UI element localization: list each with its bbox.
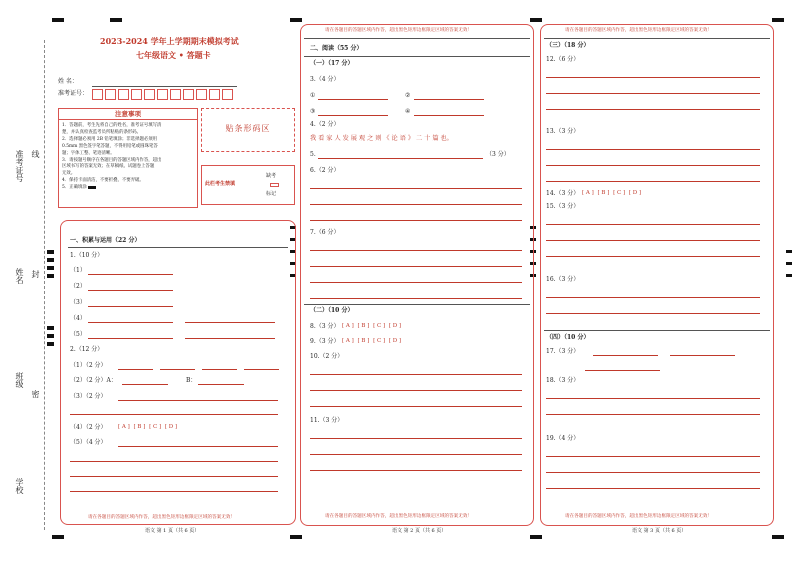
timing-mark bbox=[290, 18, 302, 22]
q4-label: 4.（2 分） bbox=[310, 121, 340, 128]
q8-label: 8.（3 分） bbox=[310, 323, 340, 330]
option-a[interactable]: [ A ] bbox=[342, 338, 354, 344]
notice-line: 题；字体工整、笔迹清晰。 bbox=[62, 150, 115, 156]
q1-item-label: （1） bbox=[70, 267, 86, 274]
q6-answer-line[interactable] bbox=[310, 204, 522, 205]
option-d[interactable]: [ D ] bbox=[164, 424, 178, 430]
q3-label: 3.（4 分） bbox=[310, 76, 340, 83]
q1-item-label: （5） bbox=[70, 331, 86, 338]
page-footer: 语文 第 3 页（共 6 页） bbox=[632, 528, 687, 534]
exam-id-boxes[interactable] bbox=[92, 89, 237, 101]
option-b[interactable]: [ B ] bbox=[357, 338, 370, 344]
timing-mark bbox=[786, 262, 792, 265]
timing-mark bbox=[52, 535, 64, 539]
exam-id-cell[interactable] bbox=[144, 89, 155, 100]
q11-answer-line[interactable] bbox=[310, 454, 522, 455]
q2-1-label: （1）（2 分） bbox=[70, 362, 107, 369]
q2-3-label: （3）（2 分） bbox=[70, 393, 107, 400]
exam-id-cell[interactable] bbox=[118, 89, 129, 100]
warning-text: 请在各题目的答题区域内作答，超出黑色矩形边框限定区域的答案无效！ bbox=[325, 28, 473, 33]
exam-id-cell[interactable] bbox=[157, 89, 168, 100]
option-c[interactable]: [ C ] bbox=[613, 190, 626, 196]
section-1-title: 一、积累与运用（22 分） bbox=[70, 237, 141, 244]
timing-mark bbox=[47, 342, 54, 346]
side-label-name: 姓名 bbox=[15, 268, 24, 284]
q18-label: 18.（3 分） bbox=[546, 377, 580, 384]
q17-answer-line[interactable] bbox=[585, 370, 660, 371]
q2-answer-line[interactable] bbox=[198, 384, 244, 385]
timing-mark bbox=[47, 266, 54, 270]
exam-id-cell[interactable] bbox=[183, 89, 194, 100]
q2-answer-line[interactable] bbox=[70, 461, 278, 462]
divider bbox=[304, 38, 530, 39]
notice-line: 无效。 bbox=[62, 171, 76, 177]
side-label-line: 线 bbox=[31, 150, 40, 158]
notice-lines bbox=[59, 120, 197, 192]
side-label-secret: 密 bbox=[31, 390, 40, 398]
q9-label: 9.（3 分） bbox=[310, 338, 340, 345]
option-c[interactable]: [ C ] bbox=[373, 323, 386, 329]
page-footer: 语文 第 1 页（共 6 页） bbox=[145, 528, 200, 534]
option-a[interactable]: [ A ] bbox=[342, 323, 354, 329]
q13-label: 13.（3 分） bbox=[546, 128, 580, 135]
q3-answer-line[interactable] bbox=[414, 99, 484, 100]
q18-answer-line[interactable] bbox=[546, 398, 760, 399]
q7-answer-line[interactable] bbox=[310, 250, 522, 251]
divider bbox=[544, 38, 770, 39]
timing-mark bbox=[52, 18, 64, 22]
q2-answer-line[interactable] bbox=[70, 491, 278, 492]
q1-label: 1.（10 分） bbox=[70, 252, 104, 259]
q19-answer-line[interactable] bbox=[546, 472, 760, 473]
absent-missing-label: 缺考 bbox=[266, 173, 277, 179]
timing-mark bbox=[772, 535, 784, 539]
q2-5-label: （5）（4 分） bbox=[70, 439, 107, 446]
option-a[interactable]: [ A ] bbox=[118, 424, 130, 430]
divider bbox=[304, 304, 530, 305]
timing-mark bbox=[47, 274, 54, 278]
q12-answer-line[interactable] bbox=[546, 93, 760, 94]
notice-title: 注意事项 bbox=[59, 109, 197, 120]
q15-answer-line[interactable] bbox=[546, 240, 760, 241]
q1-answer-line[interactable] bbox=[88, 322, 173, 323]
q19-answer-line[interactable] bbox=[546, 488, 760, 489]
q10-answer-line[interactable] bbox=[310, 406, 522, 407]
timing-mark bbox=[530, 535, 542, 539]
section-2-title: 二、阅读（55 分） bbox=[310, 45, 363, 52]
q2-2-label: （2）（2 分）A： bbox=[70, 377, 117, 384]
timing-mark bbox=[47, 258, 54, 262]
side-label-school: 学校 bbox=[15, 478, 24, 494]
q15-answer-line[interactable] bbox=[546, 256, 760, 257]
exam-id-cell[interactable] bbox=[131, 89, 142, 100]
q2-answer-line[interactable] bbox=[118, 369, 153, 370]
option-b[interactable]: [ B ] bbox=[357, 323, 370, 329]
q2-answer-line[interactable] bbox=[118, 446, 278, 447]
q3-answer-line[interactable] bbox=[318, 115, 388, 116]
option-c[interactable]: [ C ] bbox=[373, 338, 386, 344]
option-c[interactable]: [ C ] bbox=[149, 424, 162, 430]
filled-mark-sample bbox=[88, 186, 96, 189]
q2-4-label: （4）（2 分） bbox=[70, 424, 107, 431]
option-b[interactable]: [ B ] bbox=[133, 424, 146, 430]
q11-label: 11.（3 分） bbox=[310, 417, 344, 424]
q16-answer-line[interactable] bbox=[546, 313, 760, 314]
absent-mark-label: 标记 bbox=[266, 191, 277, 197]
notice-line: 4．保持卡面清洁，不要折叠、不要弄破。 bbox=[62, 178, 144, 184]
warning-text: 请在各题目的答题区域内作答，超出黑色矩形边框限定区域的答案无效！ bbox=[565, 28, 713, 33]
q2-answer-line[interactable] bbox=[70, 476, 278, 477]
notice-line: 2．选择题必须用 2B 铅笔填涂；非选择题必须用 bbox=[62, 136, 158, 142]
q10-answer-line[interactable] bbox=[310, 374, 522, 375]
divider bbox=[68, 247, 288, 248]
side-label-exam-id: 准考证号 bbox=[15, 150, 24, 182]
q1-item-label: （3） bbox=[70, 299, 86, 306]
exam-id-label: 准考证号： bbox=[58, 90, 89, 97]
q14-options[interactable] bbox=[582, 191, 643, 197]
timing-mark bbox=[47, 326, 54, 330]
exam-id-cell[interactable] bbox=[209, 89, 220, 100]
q5-label: 5. bbox=[310, 151, 316, 158]
timing-mark bbox=[786, 274, 792, 277]
q2-answer-line[interactable] bbox=[202, 369, 237, 370]
q2-label: 2.（12 分） bbox=[70, 346, 104, 353]
option-d[interactable]: [ D ] bbox=[628, 190, 642, 196]
q1-answer-line[interactable] bbox=[88, 306, 173, 307]
notice-box bbox=[58, 108, 198, 208]
warning-text: 请在各题目的答题区域内作答，超出黑色矩形边框限定区域的答案无效！ bbox=[88, 515, 236, 520]
q1-item-label: （4） bbox=[70, 315, 86, 322]
option-b[interactable]: [ B ] bbox=[597, 190, 610, 196]
side-label-class: 班级 bbox=[15, 372, 24, 388]
divider bbox=[304, 56, 530, 57]
q11-answer-line[interactable] bbox=[310, 438, 522, 439]
q4-text: 我 看 家 人 发 展 观 之 则 《 论 语 》 二 十 篇 也。 bbox=[310, 135, 453, 142]
q7-label: 7.（6 分） bbox=[310, 229, 340, 236]
timing-mark bbox=[290, 535, 302, 539]
q17-label: 17.（3 分） bbox=[546, 348, 580, 355]
timing-mark bbox=[786, 250, 792, 253]
q1-answer-line[interactable] bbox=[88, 290, 173, 291]
notice-line bbox=[62, 185, 194, 192]
q7-answer-line[interactable] bbox=[310, 266, 522, 267]
q14-label: 14.（3 分） bbox=[546, 190, 580, 197]
warning-text: 请在各题目的答题区域内作答，超出黑色矩形边框限定区域的答案无效！ bbox=[325, 514, 473, 519]
q7-answer-line[interactable] bbox=[310, 282, 522, 283]
option-d[interactable]: [ D ] bbox=[388, 338, 402, 344]
q13-answer-line[interactable] bbox=[546, 181, 760, 182]
q15-label: 15.（3 分） bbox=[546, 203, 580, 210]
absent-label: 此栏考生禁填 bbox=[205, 181, 236, 187]
q3-mark: ④ bbox=[405, 108, 411, 115]
q6-label: 6.（2 分） bbox=[310, 167, 340, 174]
q2-answer-line[interactable] bbox=[70, 414, 278, 415]
q3-answer-line[interactable] bbox=[414, 115, 484, 116]
q1-answer-line[interactable] bbox=[185, 338, 275, 339]
q2-answer-line[interactable] bbox=[118, 400, 278, 401]
q3-answer-line[interactable] bbox=[318, 99, 388, 100]
q10-label: 10.（2 分） bbox=[310, 353, 344, 360]
q16-answer-line[interactable] bbox=[546, 297, 760, 298]
q17-answer-line[interactable] bbox=[593, 355, 658, 356]
sub-section-3-title: （三）（18 分） bbox=[546, 42, 590, 49]
page-footer: 语文 第 2 页（共 6 页） bbox=[392, 528, 447, 534]
q17-answer-line[interactable] bbox=[670, 355, 735, 356]
q7-answer-line[interactable] bbox=[310, 298, 522, 299]
q2-answer-line[interactable] bbox=[160, 369, 195, 370]
notice-line: 区域书写的答案无效；在草稿纸、试题卷上答题 bbox=[62, 164, 155, 170]
timing-mark bbox=[110, 18, 122, 22]
q19-label: 19.（4 分） bbox=[546, 435, 580, 442]
option-d[interactable]: [ D ] bbox=[388, 323, 402, 329]
sub-section-1-title: （一）（17 分） bbox=[310, 60, 354, 67]
answer-box-col1 bbox=[60, 220, 296, 525]
q1-answer-line[interactable] bbox=[88, 274, 173, 275]
q12-answer-line[interactable] bbox=[546, 109, 760, 110]
notice-line-correct-fill: 5．正确填涂 bbox=[62, 185, 87, 191]
q3-mark: ① bbox=[310, 92, 316, 99]
q6-answer-line[interactable] bbox=[310, 220, 522, 221]
exam-id-cell[interactable] bbox=[105, 89, 116, 100]
q11-answer-line[interactable] bbox=[310, 470, 522, 471]
q6-answer-line[interactable] bbox=[310, 188, 522, 189]
binding-dash-line bbox=[44, 40, 45, 530]
absent-checkbox[interactable] bbox=[270, 183, 279, 187]
timing-mark bbox=[47, 250, 54, 254]
sub-section-4-title: （四）（10 分） bbox=[546, 334, 590, 341]
q15-answer-line[interactable] bbox=[546, 224, 760, 225]
q18-answer-line[interactable] bbox=[546, 414, 760, 415]
timing-mark bbox=[772, 18, 784, 22]
q16-label: 16.（3 分） bbox=[546, 276, 580, 283]
q5-score: （3 分） bbox=[486, 151, 510, 158]
exam-id-cell[interactable] bbox=[196, 89, 207, 100]
q2-answer-line[interactable] bbox=[244, 369, 279, 370]
q1-answer-line[interactable] bbox=[185, 322, 275, 323]
q1-answer-line[interactable] bbox=[88, 338, 173, 339]
timing-mark bbox=[530, 18, 542, 22]
answer-box-col3 bbox=[540, 24, 774, 526]
q1-item-label: （2） bbox=[70, 283, 86, 290]
q12-label: 12.（6 分） bbox=[546, 56, 580, 63]
barcode-label: 贴条形码区 bbox=[225, 124, 271, 133]
exam-subtitle: 七年级语文 • 答题卡 bbox=[136, 50, 211, 60]
q19-answer-line[interactable] bbox=[546, 456, 760, 457]
name-label: 姓 名： bbox=[58, 78, 78, 85]
divider bbox=[544, 330, 770, 331]
exam-id-cell[interactable] bbox=[222, 89, 233, 100]
q8-options[interactable] bbox=[342, 324, 403, 330]
sub-section-2-title: （二）（10 分） bbox=[310, 307, 354, 314]
warning-text: 请在各题目的答题区域内作答，超出黑色矩形边框限定区域的答案无效！ bbox=[565, 514, 713, 519]
notice-line: 1．答题前，考生先将自己的姓名，准考证号填写清 bbox=[62, 123, 162, 128]
q3-mark: ② bbox=[405, 92, 411, 99]
option-a[interactable]: [ A ] bbox=[582, 190, 594, 196]
q2-2-b-label: B： bbox=[186, 377, 197, 384]
notice-line: 楚，并认真检查监考员所粘贴的条形码。 bbox=[62, 129, 142, 135]
name-field[interactable] bbox=[92, 86, 237, 87]
q12-answer-line[interactable] bbox=[546, 77, 760, 78]
timing-mark bbox=[47, 334, 54, 338]
q3-mark: ③ bbox=[310, 108, 316, 115]
exam-id-cell[interactable] bbox=[92, 89, 103, 100]
q13-answer-line[interactable] bbox=[546, 165, 760, 166]
exam-title: 2023-2024 学年上学期期末模拟考试 bbox=[100, 36, 239, 46]
q2-4-options[interactable] bbox=[118, 425, 179, 431]
absent-box bbox=[201, 165, 295, 205]
notice-line: 0.5mm 黑色签字笔答题，不得用铅笔或圆珠笔答 bbox=[62, 143, 158, 149]
notice-line: 3．请按题号顺序在各题目的答题区域内作答，超出 bbox=[62, 157, 162, 163]
q2-answer-line[interactable] bbox=[122, 384, 168, 385]
exam-id-cell[interactable] bbox=[170, 89, 181, 100]
q10-answer-line[interactable] bbox=[310, 390, 522, 391]
side-label-seal: 封 bbox=[31, 270, 40, 278]
barcode-area bbox=[201, 108, 295, 152]
q9-options[interactable] bbox=[342, 339, 403, 345]
q5-answer-line[interactable] bbox=[318, 158, 483, 159]
q13-answer-line[interactable] bbox=[546, 149, 760, 150]
